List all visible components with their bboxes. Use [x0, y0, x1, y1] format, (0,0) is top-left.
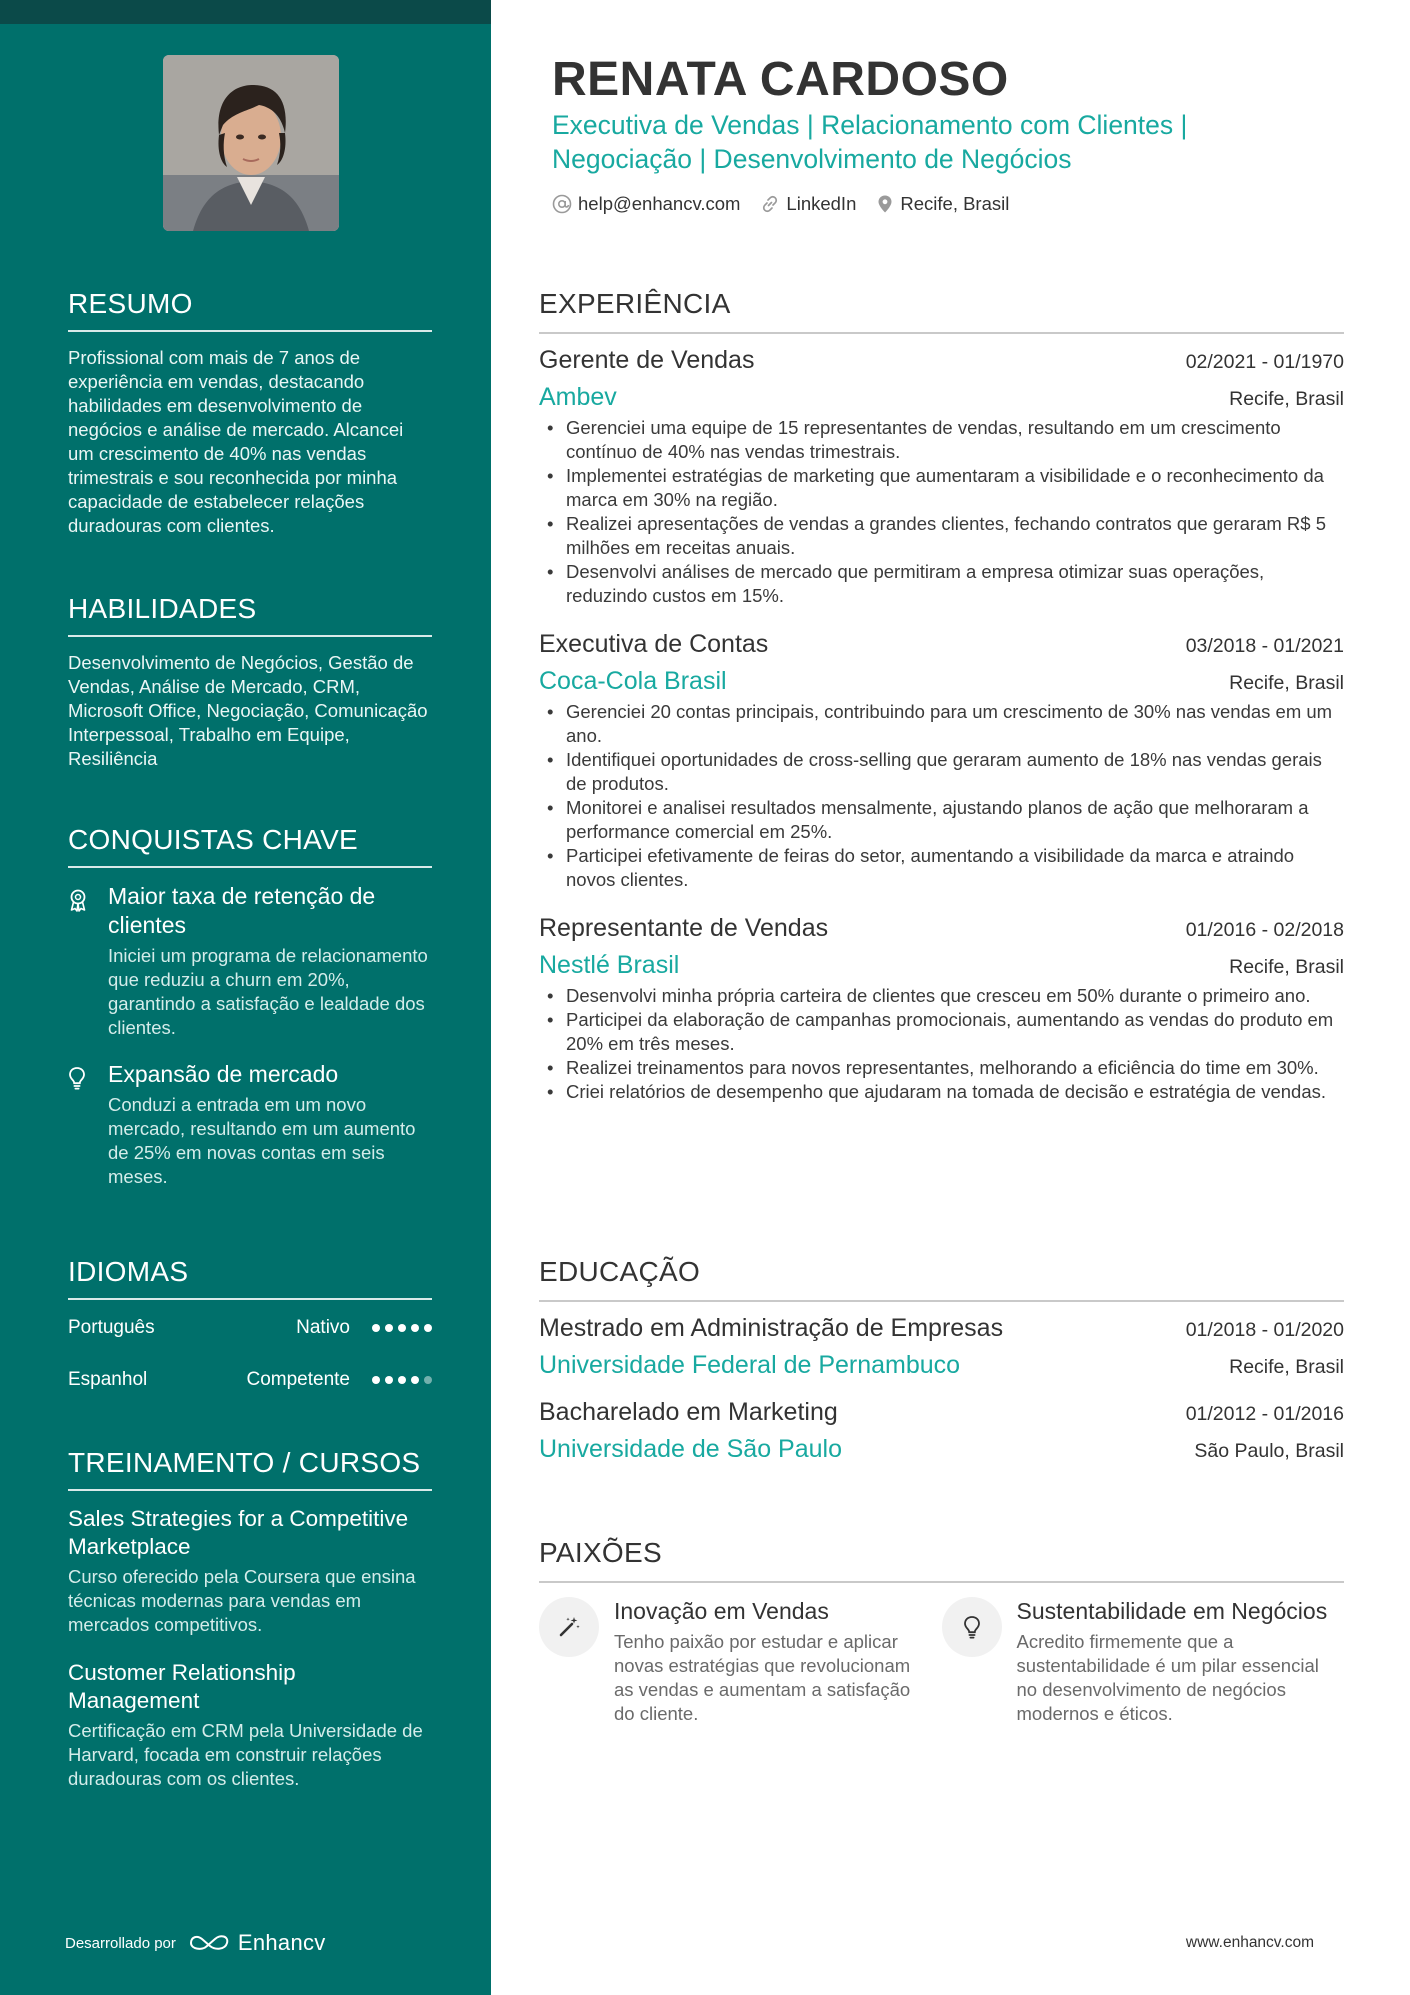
achievement-desc: Iniciei um programa de relacionamento que reduziu a churn em 20%, garantindo a satisfação e lealdade dos clientes.: [108, 945, 428, 1038]
at-icon: [552, 194, 572, 214]
skills-section: [68, 593, 432, 771]
achievement-item: [68, 1060, 432, 1189]
summary-text: Profissional com mais de 7 anos de experiência em vendas, destacando habilidades em desenvolvimento de negócios e análise de mercado. Alcancei um crescimento de 40% nas vendas trimestrais e sou reconhecida por minha capacidade de estabelecer relações duradouras com clientes.: [68, 347, 404, 536]
job-bullet: • Participei da elaboração de campanhas promocionais, aumentando as vendas do produto em 20% em três meses.: [539, 1008, 1344, 1056]
achievements-section: [68, 824, 432, 1209]
passions-title: PAIXÕES: [539, 1537, 1344, 1583]
education-dates: 01/2012 - 01/2016: [1185, 1403, 1344, 1425]
skills-text: Desenvolvimento de Negócios, Gestão de Vendas, Análise de Mercado, CRM, Microsoft Office, Negociação, Comunicação Interpessoal, Trabalho em Equipe, Resiliência: [68, 652, 428, 769]
job-bullet: • Desenvolvi minha própria carteira de clientes que cresceu em 50% durante o primeiro ano.: [539, 984, 1344, 1008]
job-entry: [539, 346, 1344, 608]
footer-url[interactable]: www.enhancv.com: [1185, 1934, 1314, 1951]
experience-section: [539, 288, 1344, 1126]
brand-name: Enhancv: [237, 1930, 326, 1955]
course-item: [68, 1505, 432, 1637]
degree-title: Mestrado em Administração de Empresas: [539, 1314, 1004, 1342]
achievements-title: CONQUISTAS CHAVE: [68, 824, 432, 868]
courses-title: TREINAMENTO / CURSOS: [68, 1447, 432, 1491]
rating-dot: [424, 1324, 432, 1332]
job-location: Recife, Brasil: [1229, 956, 1344, 978]
job-bullet: • Gerenciei uma equipe de 15 representantes de vendas, resultando em um crescimento contínuo de 40% nas vendas trimestrais.: [539, 416, 1344, 464]
job-bullet: • Identifiquei oportunidades de cross-selling que geraram aumento de 18% nas vendas gerais de produtos.: [539, 748, 1344, 796]
education-location: São Paulo, Brasil: [1194, 1440, 1344, 1462]
enhancv-logo-icon: [188, 1932, 232, 1954]
passion-desc: Tenho paixão por estudar e aplicar novas estratégias que revolucionam as vendas e aumentam a satisfação do cliente.: [614, 1631, 911, 1724]
job-bullet: • Gerenciei 20 contas principais, contribuindo para um crescimento de 30% nas vendas em um ano.: [539, 700, 1344, 748]
award-icon: [68, 888, 90, 1040]
company-name: Nestlé Brasil: [539, 951, 680, 979]
summary-section: [68, 288, 432, 538]
language-rating: [372, 1324, 432, 1332]
rating-dot: [385, 1376, 393, 1384]
language-name: Português: [68, 1317, 155, 1338]
language-row: [68, 1354, 432, 1406]
job-bullet: • Participei efetivamente de feiras do setor, aumentando a visibilidade da marca e atraindo novos clientes.: [539, 844, 1344, 892]
achievement-desc: Conduzi a entrada em um novo mercado, resultando em um aumento de 25% em novas contas em seis meses.: [108, 1094, 416, 1187]
job-entry: [539, 630, 1344, 892]
linkedin-text: LinkedIn: [786, 193, 857, 214]
link-icon: [760, 194, 780, 214]
skills-title: HABILIDADES: [68, 593, 432, 637]
company-name: Ambev: [539, 383, 617, 411]
rating-dot: [398, 1376, 406, 1384]
contact-location: [876, 193, 1009, 215]
job-location: Recife, Brasil: [1229, 672, 1344, 694]
rating-dot: [372, 1376, 380, 1384]
education-entry: [539, 1314, 1344, 1380]
experience-title: EXPERIÊNCIA: [539, 288, 1344, 334]
job-title: Gerente de Vendas: [539, 346, 755, 374]
job-title: Representante de Vendas: [539, 914, 829, 942]
company-name: Coca-Cola Brasil: [539, 667, 727, 695]
language-row: [68, 1302, 432, 1354]
degree-title: Bacharelado em Marketing: [539, 1398, 838, 1426]
candidate-name: RENATA CARDOSO: [552, 53, 1009, 106]
education-section: [539, 1256, 1344, 1482]
languages-title: IDIOMAS: [68, 1256, 432, 1300]
location-pin-icon: [876, 194, 894, 214]
rating-dot: [372, 1324, 380, 1332]
passions-section: [539, 1537, 1344, 1726]
job-dates: 03/2018 - 01/2021: [1185, 635, 1344, 657]
job-bullet: • Realizei treinamentos para novos representantes, melhorando a eficiência do time em 30%.: [539, 1056, 1344, 1080]
job-bullets: [539, 700, 1344, 892]
contact-bar: [552, 193, 1029, 215]
profile-photo: [163, 55, 339, 231]
language-name: Espanhol: [68, 1369, 148, 1390]
job-dates: 01/2016 - 02/2018: [1185, 919, 1344, 941]
language-level: Competente: [246, 1369, 350, 1390]
rating-dot: [411, 1376, 419, 1384]
powered-by-label: Desarrollado por: [65, 1934, 176, 1952]
lightbulb-icon: [942, 1597, 1002, 1657]
job-bullet: • Realizei apresentações de vendas a grandes clientes, fechando contratos que geraram R$ 5 milhões em receitas anuais.: [539, 512, 1344, 560]
course-desc: Curso oferecido pela Coursera que ensina técnicas modernas para vendas em mercados competitivos.: [68, 1566, 416, 1635]
sidebar-top-bar: [0, 0, 491, 24]
rating-dot: [385, 1324, 393, 1332]
language-level: Nativo: [296, 1317, 350, 1338]
passion-item: [942, 1597, 1345, 1726]
language-rating: [372, 1376, 432, 1384]
lightbulb-icon: [68, 1066, 90, 1189]
email-text: help@enhancv.com: [578, 193, 741, 214]
rating-dot: [398, 1324, 406, 1332]
courses-section: [68, 1447, 432, 1813]
job-bullets: [539, 416, 1344, 608]
powered-by: [65, 1930, 326, 1956]
contact-linkedin[interactable]: [760, 193, 856, 215]
job-bullet: • Criei relatórios de desempenho que ajudaram na tomada de decisão e estratégia de vendas.: [539, 1080, 1344, 1104]
course-desc: Certificação em CRM pela Universidade de Harvard, focada em construir relações duradouras com os clientes.: [68, 1720, 423, 1789]
education-entry: [539, 1398, 1344, 1464]
job-bullet: • Monitorei e analisei resultados mensalmente, ajustando planos de ação que melhoraram a performance comercial em 25%.: [539, 796, 1344, 844]
job-bullet: • Implementei estratégias de marketing que aumentaram a visibilidade e o reconhecimento da marca em 30% na região.: [539, 464, 1344, 512]
magic-wand-icon: [539, 1597, 599, 1657]
achievement-title: Expansão de mercado: [108, 1061, 339, 1087]
contact-email[interactable]: [552, 193, 740, 215]
rating-dot: [411, 1324, 419, 1332]
job-bullets: [539, 984, 1344, 1104]
passion-title: Sustentabilidade em Negócios: [1016, 1598, 1328, 1624]
course-title: Sales Strategies for a Competitive Marketplace: [68, 1506, 409, 1559]
job-title: Executiva de Contas: [539, 630, 769, 658]
job-bullet: • Desenvolvi análises de mercado que permitiram a empresa otimizar suas operações, reduzindo custos em 15%.: [539, 560, 1344, 608]
course-title: Customer Relationship Management: [68, 1660, 296, 1713]
education-title: EDUCAÇÃO: [539, 1256, 1344, 1302]
summary-title: RESUMO: [68, 288, 432, 332]
job-location: Recife, Brasil: [1229, 388, 1344, 410]
passion-item: [539, 1597, 942, 1726]
education-location: Recife, Brasil: [1229, 1356, 1344, 1378]
candidate-tagline: Executiva de Vendas | Relacionamento com Clientes | Negociação | Desenvolvimento de Negócios: [552, 110, 1188, 174]
location-text: Recife, Brasil: [900, 193, 1010, 214]
passion-desc: Acredito firmemente que a sustentabilidade é um pilar essencial no desenvolvimento de negócios modernos e éticos.: [1016, 1631, 1319, 1724]
achievement-title: Maior taxa de retenção de clientes: [108, 883, 376, 938]
job-entry: [539, 914, 1344, 1104]
passion-title: Inovação em Vendas: [614, 1598, 829, 1624]
job-dates: 02/2021 - 01/1970: [1185, 351, 1344, 373]
sidebar: [0, 0, 491, 1995]
course-item: [68, 1659, 432, 1791]
languages-section: [68, 1256, 432, 1406]
school-name: Universidade de São Paulo: [539, 1435, 842, 1463]
school-name: Universidade Federal de Pernambuco: [539, 1351, 961, 1379]
rating-dot: [424, 1376, 432, 1384]
education-dates: 01/2018 - 01/2020: [1185, 1319, 1344, 1341]
achievement-item: [68, 882, 432, 1040]
